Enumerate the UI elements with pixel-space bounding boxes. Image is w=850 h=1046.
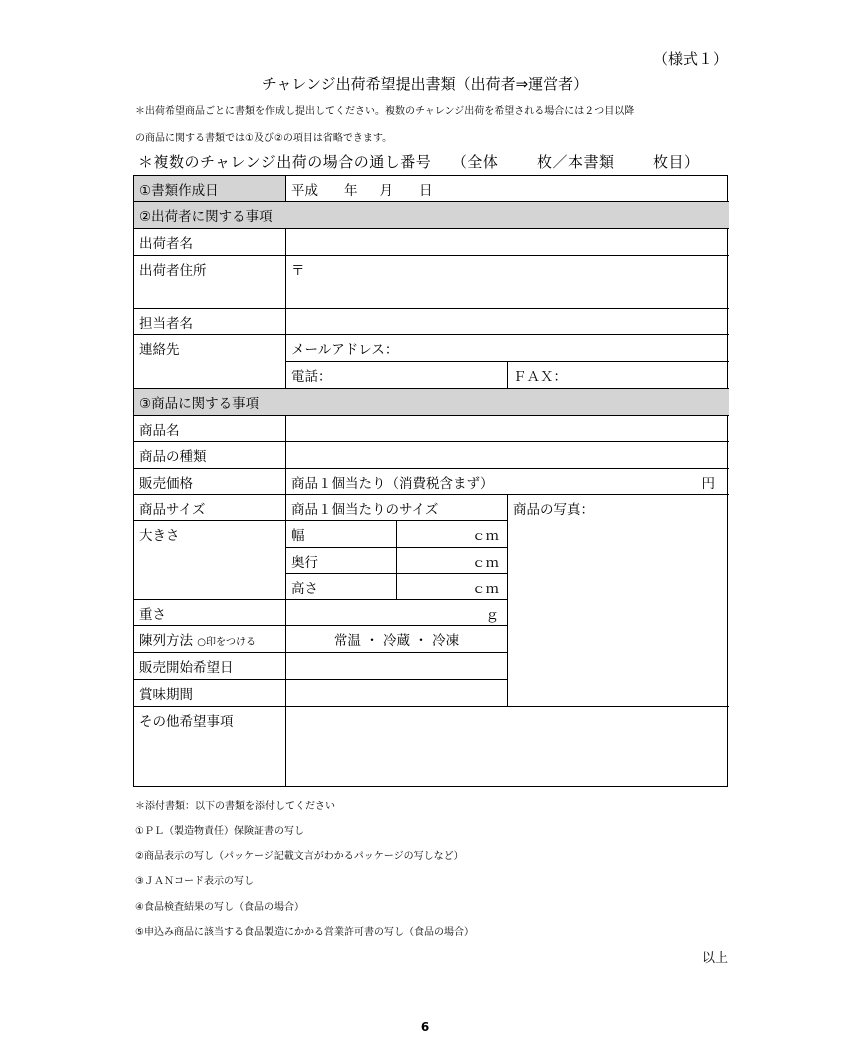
height-label: 高さ xyxy=(286,574,397,600)
product-type-field[interactable] xyxy=(286,442,729,469)
attachment-item: ④食品検査結果の写し（食品の場合） xyxy=(135,902,304,913)
section3-header: ③商品に関する事項 xyxy=(134,389,729,416)
page-number: 6 xyxy=(420,1020,430,1034)
attachments-intro: ＊添付書類：以下の書類を添付してください xyxy=(135,801,335,812)
serial-prefix: ＊複数のチャレンジ出荷の場合の通し番号 xyxy=(138,153,432,171)
section2-header: ②出荷者に関する事項 xyxy=(134,202,729,229)
sale-start-field[interactable] xyxy=(286,653,508,680)
contact-person-label: 担当者名 xyxy=(134,309,286,335)
shipper-address-label: 出荷者住所 xyxy=(134,256,286,309)
contact-label: 連絡先 xyxy=(134,335,286,389)
serial-total: （全体 xyxy=(451,153,499,171)
attachment-item: ③ＪＡＮコード表示の写し xyxy=(135,876,254,887)
instruction-note-line1: ＊出荷希望商品ごとに書類を作成し提出してください。複数のチャレンジ出荷を希望される場合には２つ目以降 xyxy=(135,106,635,117)
application-form-table xyxy=(133,175,728,787)
date-month-unit: 月 xyxy=(379,183,393,199)
display-method-options[interactable]: 常温 ・ 冷蔵 ・ 冷凍 xyxy=(286,626,508,653)
sale-start-label: 販売開始希望日 xyxy=(134,653,286,680)
depth-field[interactable]: ｃｍ xyxy=(397,548,508,574)
weight-field[interactable]: ｇ xyxy=(286,600,508,626)
shipper-name-label: 出荷者名 xyxy=(134,229,286,256)
product-size-label: 商品サイズ xyxy=(134,495,286,521)
dimensions-label: 大きさ xyxy=(134,521,286,600)
attachment-item: ②商品表示の写し（パッケージ記載文言がわかるパッケージの写しなど） xyxy=(135,851,464,862)
height-field[interactable]: ｃｍ xyxy=(397,574,508,600)
display-method-text: 陳列方法 xyxy=(139,633,193,649)
date-era: 平成 xyxy=(291,183,318,199)
product-photo-field[interactable]: 商品の写真： xyxy=(508,495,729,707)
depth-label: 奥行 xyxy=(286,548,397,574)
price-unit: 円 xyxy=(701,476,715,492)
weight-label: 重さ xyxy=(134,600,286,626)
price-description: 商品１個当たり（消費税含まず） xyxy=(291,476,494,492)
price-label: 販売価格 xyxy=(134,469,286,495)
fax-field[interactable]: ＦＡＸ： xyxy=(508,362,729,389)
serial-number-line xyxy=(138,151,700,172)
other-requests-label: その他希望事項 xyxy=(134,707,286,786)
product-name-field[interactable] xyxy=(286,416,729,442)
form-number: （様式１） xyxy=(652,50,728,68)
display-method-note: ○印をつける xyxy=(197,637,257,648)
attachment-item: ⑤申込み商品に該当する食品製造にかかる営業許可書の写し（食品の場合） xyxy=(135,927,474,938)
serial-total-unit: 枚／本書類 xyxy=(536,153,615,171)
price-field[interactable] xyxy=(286,469,729,495)
contact-person-field[interactable] xyxy=(286,309,729,335)
shipper-name-field[interactable] xyxy=(286,229,729,256)
width-label: 幅 xyxy=(286,521,397,548)
display-method-label xyxy=(134,626,286,653)
date-year-unit: 年 xyxy=(344,183,358,199)
postal-mark: 〒 xyxy=(291,263,305,279)
product-size-description: 商品１個当たりのサイズ xyxy=(286,495,508,521)
width-field[interactable]: ｃｍ xyxy=(397,521,508,548)
phone-field[interactable]: 電話： xyxy=(286,362,508,389)
instruction-note-line2: の商品に関する書類では①及び②の項目は省略できます。 xyxy=(135,133,393,144)
document-title: チャレンジ出荷希望提出書類（出荷者⇒運営者） xyxy=(261,75,589,93)
serial-this-unit: 枚目） xyxy=(653,153,700,171)
product-name-label: 商品名 xyxy=(134,416,286,442)
end-mark: 以上 xyxy=(701,951,728,966)
shelf-life-label: 賞味期間 xyxy=(134,680,286,707)
date-day-unit: 日 xyxy=(419,183,433,199)
attachment-item: ①ＰＬ（製造物責任）保険証書の写し xyxy=(135,826,304,837)
shipper-address-field[interactable] xyxy=(286,256,729,309)
date-created-field[interactable] xyxy=(286,176,729,202)
product-type-label: 商品の種類 xyxy=(134,442,286,469)
date-created-label: ①書類作成日 xyxy=(134,176,286,202)
other-requests-field[interactable] xyxy=(286,707,729,786)
shelf-life-field[interactable] xyxy=(286,680,508,707)
email-field[interactable]: メールアドレス： xyxy=(286,335,729,362)
